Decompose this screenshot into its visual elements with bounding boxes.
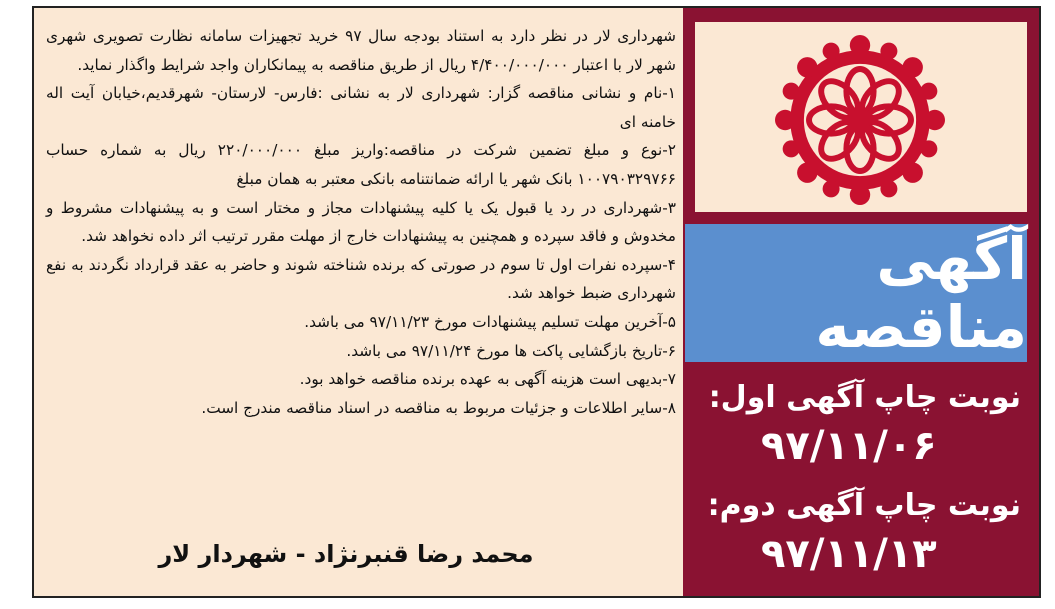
second-print-label: نوبت چاپ آگهی دوم: xyxy=(707,488,1021,523)
item-5: ۵-آخرین مهلت تسلیم پیشنهادات مورخ ۹۷/۱۱/۲۳ می باشد. xyxy=(304,312,676,331)
item-3: ۳-شهرداری در رد یا قبول یک یا کلیه پیشنهادات مجاز و مختار است و به پیشنهادات مشروط و مخدوش و فاقد سپرده و همچنین به پیشنهادات خارج از مهلت مقرر ترتیب اثر داده نخواهد شد. xyxy=(46,198,676,246)
second-print-date: ۹۷/۱۱/۱۳ xyxy=(761,531,937,577)
second-print xyxy=(701,488,1021,577)
intro-paragraph: شهرداری لار در نظر دارد به استناد بودجه سال ۹۷ خرید تجهیزات سامانه نظارت تصویری شهری شهر لار با اعتبار ۴/۴۰۰/۰۰۰/۰۰۰ ریال از طریق مناقصه به پیمانکاران واجد شرایط واگذار نماید. xyxy=(46,27,676,74)
notice-frame xyxy=(32,6,1041,598)
item-6: ۶-تاریخ بازگشایی پاکت ها مورخ ۹۷/۱۱/۲۴ می باشد. xyxy=(346,341,676,360)
first-print-date: ۹۷/۱۱/۰۶ xyxy=(761,423,937,469)
sidebar xyxy=(683,8,1039,596)
item-7: ۷-بدیهی است هزینه آگهی به عهده برنده مناقصه خواهد بود. xyxy=(299,370,676,389)
signature: محمد رضا قنبرنژاد - شهردار لار xyxy=(158,540,534,568)
item-4: ۴-سپرده نفرات اول تا سوم در صورتی که برنده شناخته شوند و حاضر به عقد قرارداد نگردند به نفع شهرداری ضبط خواهد شد. xyxy=(46,255,676,303)
title-box xyxy=(685,224,1027,362)
logo-box xyxy=(695,22,1027,212)
first-print xyxy=(701,380,1021,469)
first-print-label: نوبت چاپ آگهی اول: xyxy=(708,380,1021,415)
notice-title: آگهی مناقصه xyxy=(815,225,1027,361)
item-1: ۱-نام و نشانی مناقصه گزار: شهرداری لار به نشانی :فارس- لارستان- شهرقدیم،خیابان آیت اله خامنه ای xyxy=(46,84,676,131)
notice-body xyxy=(46,22,676,582)
item-2: ۲-نوع و مبلغ تضمین شرکت در مناقصه:واریز مبلغ ۲۲۰/۰۰۰/۰۰۰ ریال به شماره حساب ۱۰۰۷۹۰۳۲۹۷۶۶ بانک شهر یا ارائه ضمانتنامه بانکی معتبر به همان مبلغ xyxy=(46,141,677,188)
item-8: ۸-سایر اطلاعات و جزئیات مربوط به مناقصه در اسناد مناقصه مندرج است. xyxy=(201,398,676,417)
municipality-emblem-icon xyxy=(775,35,945,205)
